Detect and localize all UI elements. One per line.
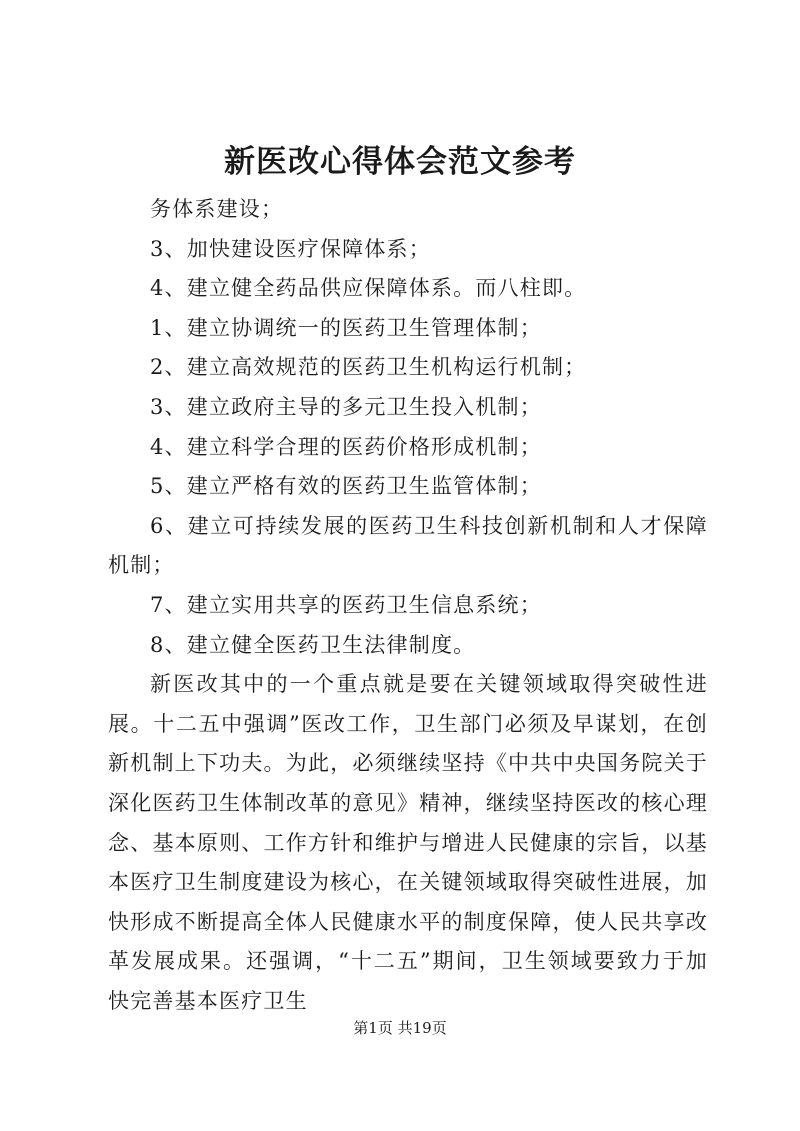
paragraph: 1、建立协调统一的医药卫生管理体制； (150, 315, 542, 340)
paragraph: 4、建立健全药品供应保障体系。而八柱即。 (150, 276, 587, 301)
paragraph: 5、建立严格有效的医药卫生监管体制； (150, 474, 542, 499)
paragraph: 7、建立实用共享的医药卫生信息系统； (150, 592, 542, 617)
page-number-footer: 第1页 共19页 (353, 1019, 447, 1037)
document-body (108, 190, 708, 1021)
paragraph: 3、建立政府主导的多元卫生投入机制； (150, 394, 542, 419)
paragraph: 2、建立高效规范的医药卫生机构运行机制； (150, 355, 587, 380)
document-title: 新医改心得体会范文参考 (224, 144, 576, 180)
paragraph: 4、建立科学合理的医药价格形成机制； (150, 434, 542, 459)
paragraph: 新医改其中的一个重点就是要在关键领域取得突破性进展。十二五中强调”医改工作，卫生部门必须及早谋划，在创新机制上下功夫。为此，必须继续坚持《中共中央国务院关于深化医药卫生体制改革的意见》精神，继续坚持医改的核心理念、基本原则、工作方针和维护与增进人民健康的宗旨，以基本医疗卫生制度建设为核心，在关键领域取得突破性进展，加快形成不断提高全体人民健康水平的制度保障，使人民共享改革发展成果。还强调，“十二五”期间，卫生领域要致力于加快完善基本医疗卫生 (108, 672, 708, 1013)
paragraph: 务体系建设； (150, 197, 284, 221)
paragraph: 8、建立健全医药卫生法律制度。 (150, 632, 476, 657)
paragraph: 6、建立可持续发展的医药卫生科技创新机制和人才保障机制； (108, 513, 708, 578)
paragraph: 3、加快建设医疗保障体系； (150, 236, 431, 261)
